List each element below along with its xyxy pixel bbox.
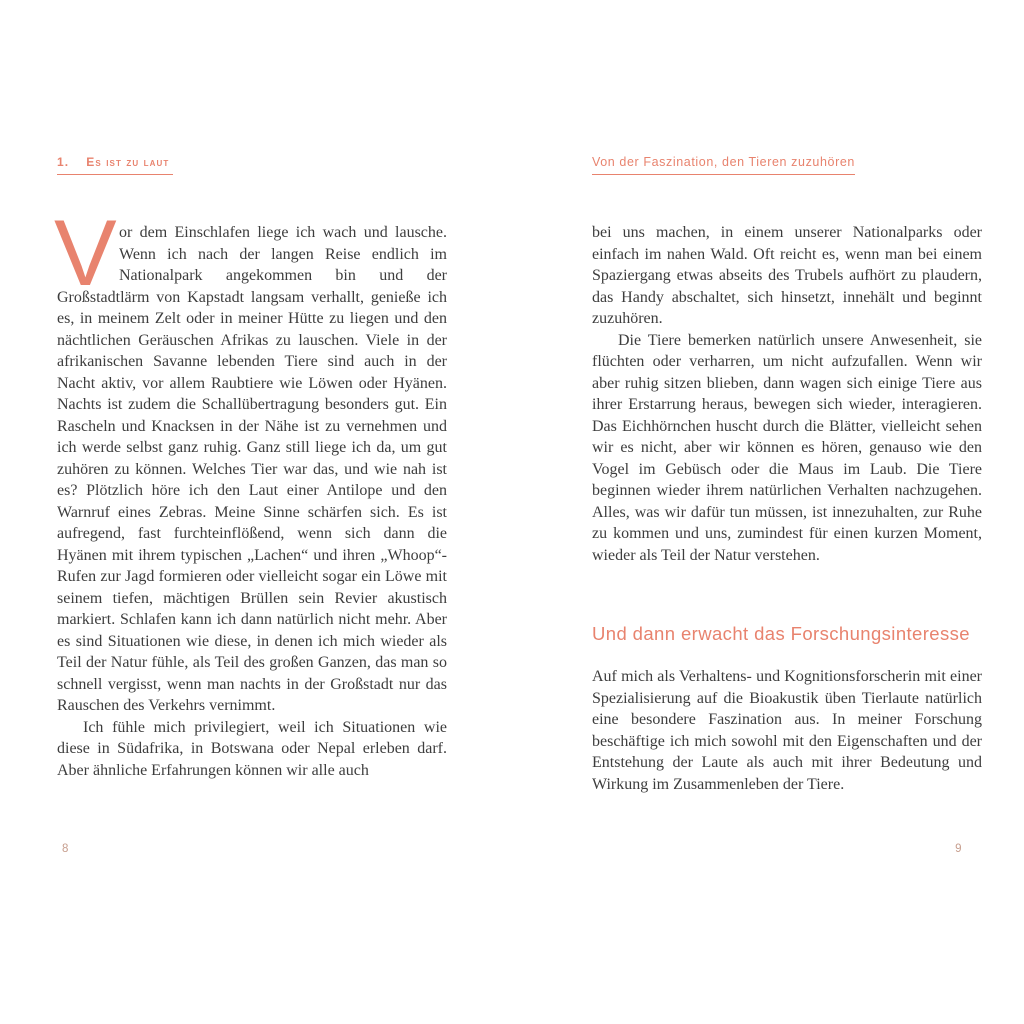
- paragraph-text: or dem Einschlafen liege ich wach und lausche. Wenn ich nach der langen Reise endlich im Nationalpark angekommen bin und der Großstadtlärm von Kapstadt langsam verhallt, genieße ich es, in meinem Zelt oder in meiner Hütte zu liegen und den nächtlichen Geräuschen Afrikas zu lauschen. Viele in der afrikanischen Savanne lebenden Tiere sind auch in der Nacht aktiv, vor allem Raubtiere wie Löwen oder Hyänen. Nachts ist zudem die Schallübertragung besonders gut. Ein Rascheln und Knacksen in der Nähe ist zu vernehmen und ich werde selbst ganz ruhig. Ganz still liege ich da, um gut zuhören zu können. Welches Tier war das, und wie nah ist es? Plötzlich höre ich den Laut einer Antilope und den Warnruf eines Zebras. Meine Sinne schärfen sich. Es ist aufregend, fast furchteinflößend, wenn sich dann die Hyänen mit ihrem typischen „Lachen“ und ihren „Whoop“-Rufen zur Jagd formieren oder vielleicht sogar ein Löwe mit seinem tiefen, mächtigen Brüllen sein Revier akustisch markiert. Schlafen kann ich dann natürlich nicht mehr. Aber es sind Situationen wie diese, in denen ich mich wieder als Teil der Natur fühle, als Teil des großen Ganzen, das man so schnell vergisst, wenn man nachts in der Großstadt nur das Rauschen des Verkehrs vernimmt.: [57, 224, 447, 714]
- paragraph: Ich fühle mich privilegiert, weil ich Situationen wie diese in Südafrika, in Botswana oder Nepal erleben darf. Aber ähnliche Erfahrungen können wir alle auch: [57, 718, 447, 779]
- right-page: [592, 153, 982, 795]
- right-page-header: [592, 153, 982, 175]
- section-running-header: Von der Faszination, den Tieren zuzuhören: [592, 155, 855, 175]
- left-page: [54, 153, 447, 781]
- section-heading: Und dann erwacht das Forschungsinteresse: [592, 623, 970, 644]
- paragraph: Auf mich als Verhaltens- und Kognitionsforscherin mit einer Spezialisierung auf die Bioakustik üben Tierlaute natürlich eine besondere Faszination aus. In meiner Forschung beschäftige ich mich sowohl mit den Eigenschaften und der Entstehung der Laute als auch mit ihrer Bedeutung und Wirkung im Zusammenleben der Tiere.: [592, 668, 982, 793]
- chapter-title: Es ist zu laut: [86, 155, 170, 169]
- left-page-header: [57, 153, 447, 175]
- paragraph: Die Tiere bemerken natürlich unsere Anwesenheit, sie flüchten oder verharren, um nicht aufzufallen. Wenn wir aber ruhig sitzen blieben, dann wagen sich einige Tiere aus ihrer Erstarrung heraus, bewegen sich wieder, interagieren. Das Eichhörnchen huscht durch die Blätter, vielleicht sehen wir es nicht, aber wir können es hören, genauso wie den Vogel im Gebüsch oder die Maus im Laub. Die Tiere beginnen wieder ihrem natürlichen Verhalten nachzugehen. Alles, was wir dafür tun müssen, ist innezuhalten, zur Ruhe zu kommen und uns, zumindest für einen kurzen Moment, wieder als Teil der Natur verstehen.: [592, 331, 982, 564]
- left-page-body: [54, 200, 447, 781]
- chapter-running-header: [57, 155, 173, 175]
- right-page-body: [592, 222, 982, 795]
- page-number-right: 9: [955, 843, 962, 855]
- paragraph: bei uns machen, in einem unserer Nationalparks oder einfach im nahen Wald. Oft reicht es, wenn man bei einem Spaziergang etwas abseits des Trubels aufhört zu plaudern, das Handy abschaltet, sich hinsetzt, innehält und beginnt zuzuhören.: [592, 224, 982, 327]
- chapter-number: 1.: [57, 155, 70, 169]
- drop-cap: V: [54, 200, 117, 305]
- page-number-left: 8: [62, 843, 69, 855]
